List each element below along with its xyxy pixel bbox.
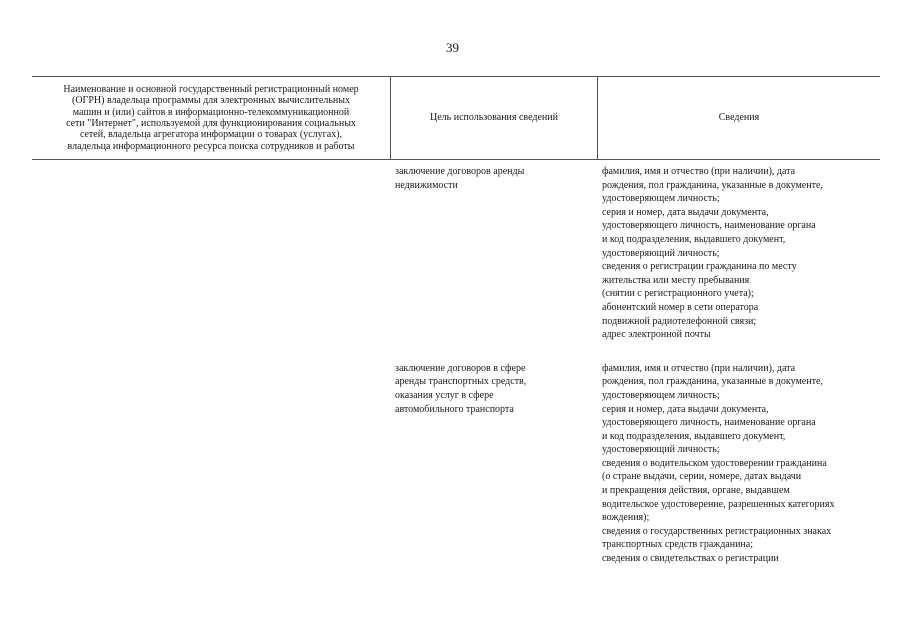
header-purpose-column: Цель использования сведений [390, 77, 597, 159]
info-line: серия и номер, дата выдачи документа, [602, 206, 769, 218]
purpose-line: заключение договоров аренды [395, 166, 525, 177]
info-line: сведения о государственных регистрационных знаках [602, 525, 832, 537]
info-line: транспортных средств гражданина; [602, 539, 753, 551]
info-line: удостоверяющего личность, наименование органа [602, 220, 816, 232]
info-line: фамилия, имя и отчество (при наличии), дата [602, 166, 796, 177]
purpose-cell [390, 165, 597, 342]
info-line: сведения о свидетельствах о регистрации [602, 553, 779, 565]
purpose-line: недвижимости [395, 179, 458, 191]
info-line: удостоверяющем личность; [602, 389, 720, 401]
info-line: адрес электронной почты [602, 329, 711, 341]
info-line: (о стране выдачи, серии, номере, датах выдачи [602, 471, 802, 483]
info-line: удостоверяющий личность; [602, 247, 720, 259]
info-line: абонентский номер в сети оператора [602, 301, 759, 313]
header-owner-column [32, 77, 390, 159]
purpose-line: оказания услуг в сфере [395, 389, 494, 401]
info-line: и код подразделения, выдавшего документ, [602, 430, 786, 442]
page-number: 39 [446, 40, 459, 55]
info-line: серия и номер, дата выдачи документа, [602, 403, 769, 415]
table-row [32, 160, 880, 342]
header-owner-line: (ОГРН) владельца программы для электронных вычислительных [72, 95, 350, 107]
table-row [32, 342, 880, 566]
info-line: удостоверяющем личность; [602, 193, 720, 205]
header-owner-line: Наименование и основной государственный регистрационный номер [63, 83, 359, 95]
header-owner-line: машин и (или) сайтов в информационно-телекоммуникационной [72, 106, 350, 118]
info-line: рождения, пол гражданина, указанные в документе, [602, 376, 823, 388]
info-line: сведения о водительском удостоверении гражданина [602, 457, 827, 469]
table-header [32, 76, 880, 160]
info-line: удостоверяющего личность, наименование органа [602, 417, 816, 429]
info-line: вождения); [602, 512, 650, 524]
info-cell [597, 165, 880, 342]
info-line: (снятии с регистрационного учета); [602, 288, 754, 300]
header-info-column: Сведения [597, 77, 880, 159]
info-line: удостоверяющий личность; [602, 444, 720, 456]
header-owner-line: сети "Интернет", используемой для функционирования социальных [66, 118, 356, 129]
info-line: сведения о регистрации гражданина по месту [602, 261, 797, 273]
purpose-cell [390, 362, 597, 566]
info-line: подвижной радиотелефонной связи; [602, 315, 757, 327]
owner-cell [32, 165, 390, 342]
info-cell [597, 362, 880, 566]
header-owner-line: владельца информационного ресурса поиска сотрудников и работы [67, 140, 355, 152]
header-owner-text [63, 84, 358, 152]
info-line: и код подразделения, выдавшего документ, [602, 233, 786, 245]
info-line: фамилия, имя и отчество (при наличии), дата [602, 362, 796, 374]
header-owner-line: сетей, владельца агрегатора информации о товарах (услугах), [79, 129, 343, 141]
owner-cell [32, 362, 390, 566]
purpose-line: заключение договоров в сфере [395, 362, 526, 374]
data-table [32, 76, 880, 566]
info-line: и прекращения действия, органе, выдавшем [602, 485, 790, 497]
info-line: жительства или месту пребывания [602, 274, 750, 286]
table-body [32, 160, 880, 566]
info-line: рождения, пол гражданина, указанные в документе, [602, 179, 823, 191]
info-line: водительское удостоверение, разрешенных категориях [602, 498, 835, 510]
purpose-line: аренды транспортных средств, [395, 376, 527, 388]
purpose-line: автомобильного транспорта [395, 403, 514, 415]
